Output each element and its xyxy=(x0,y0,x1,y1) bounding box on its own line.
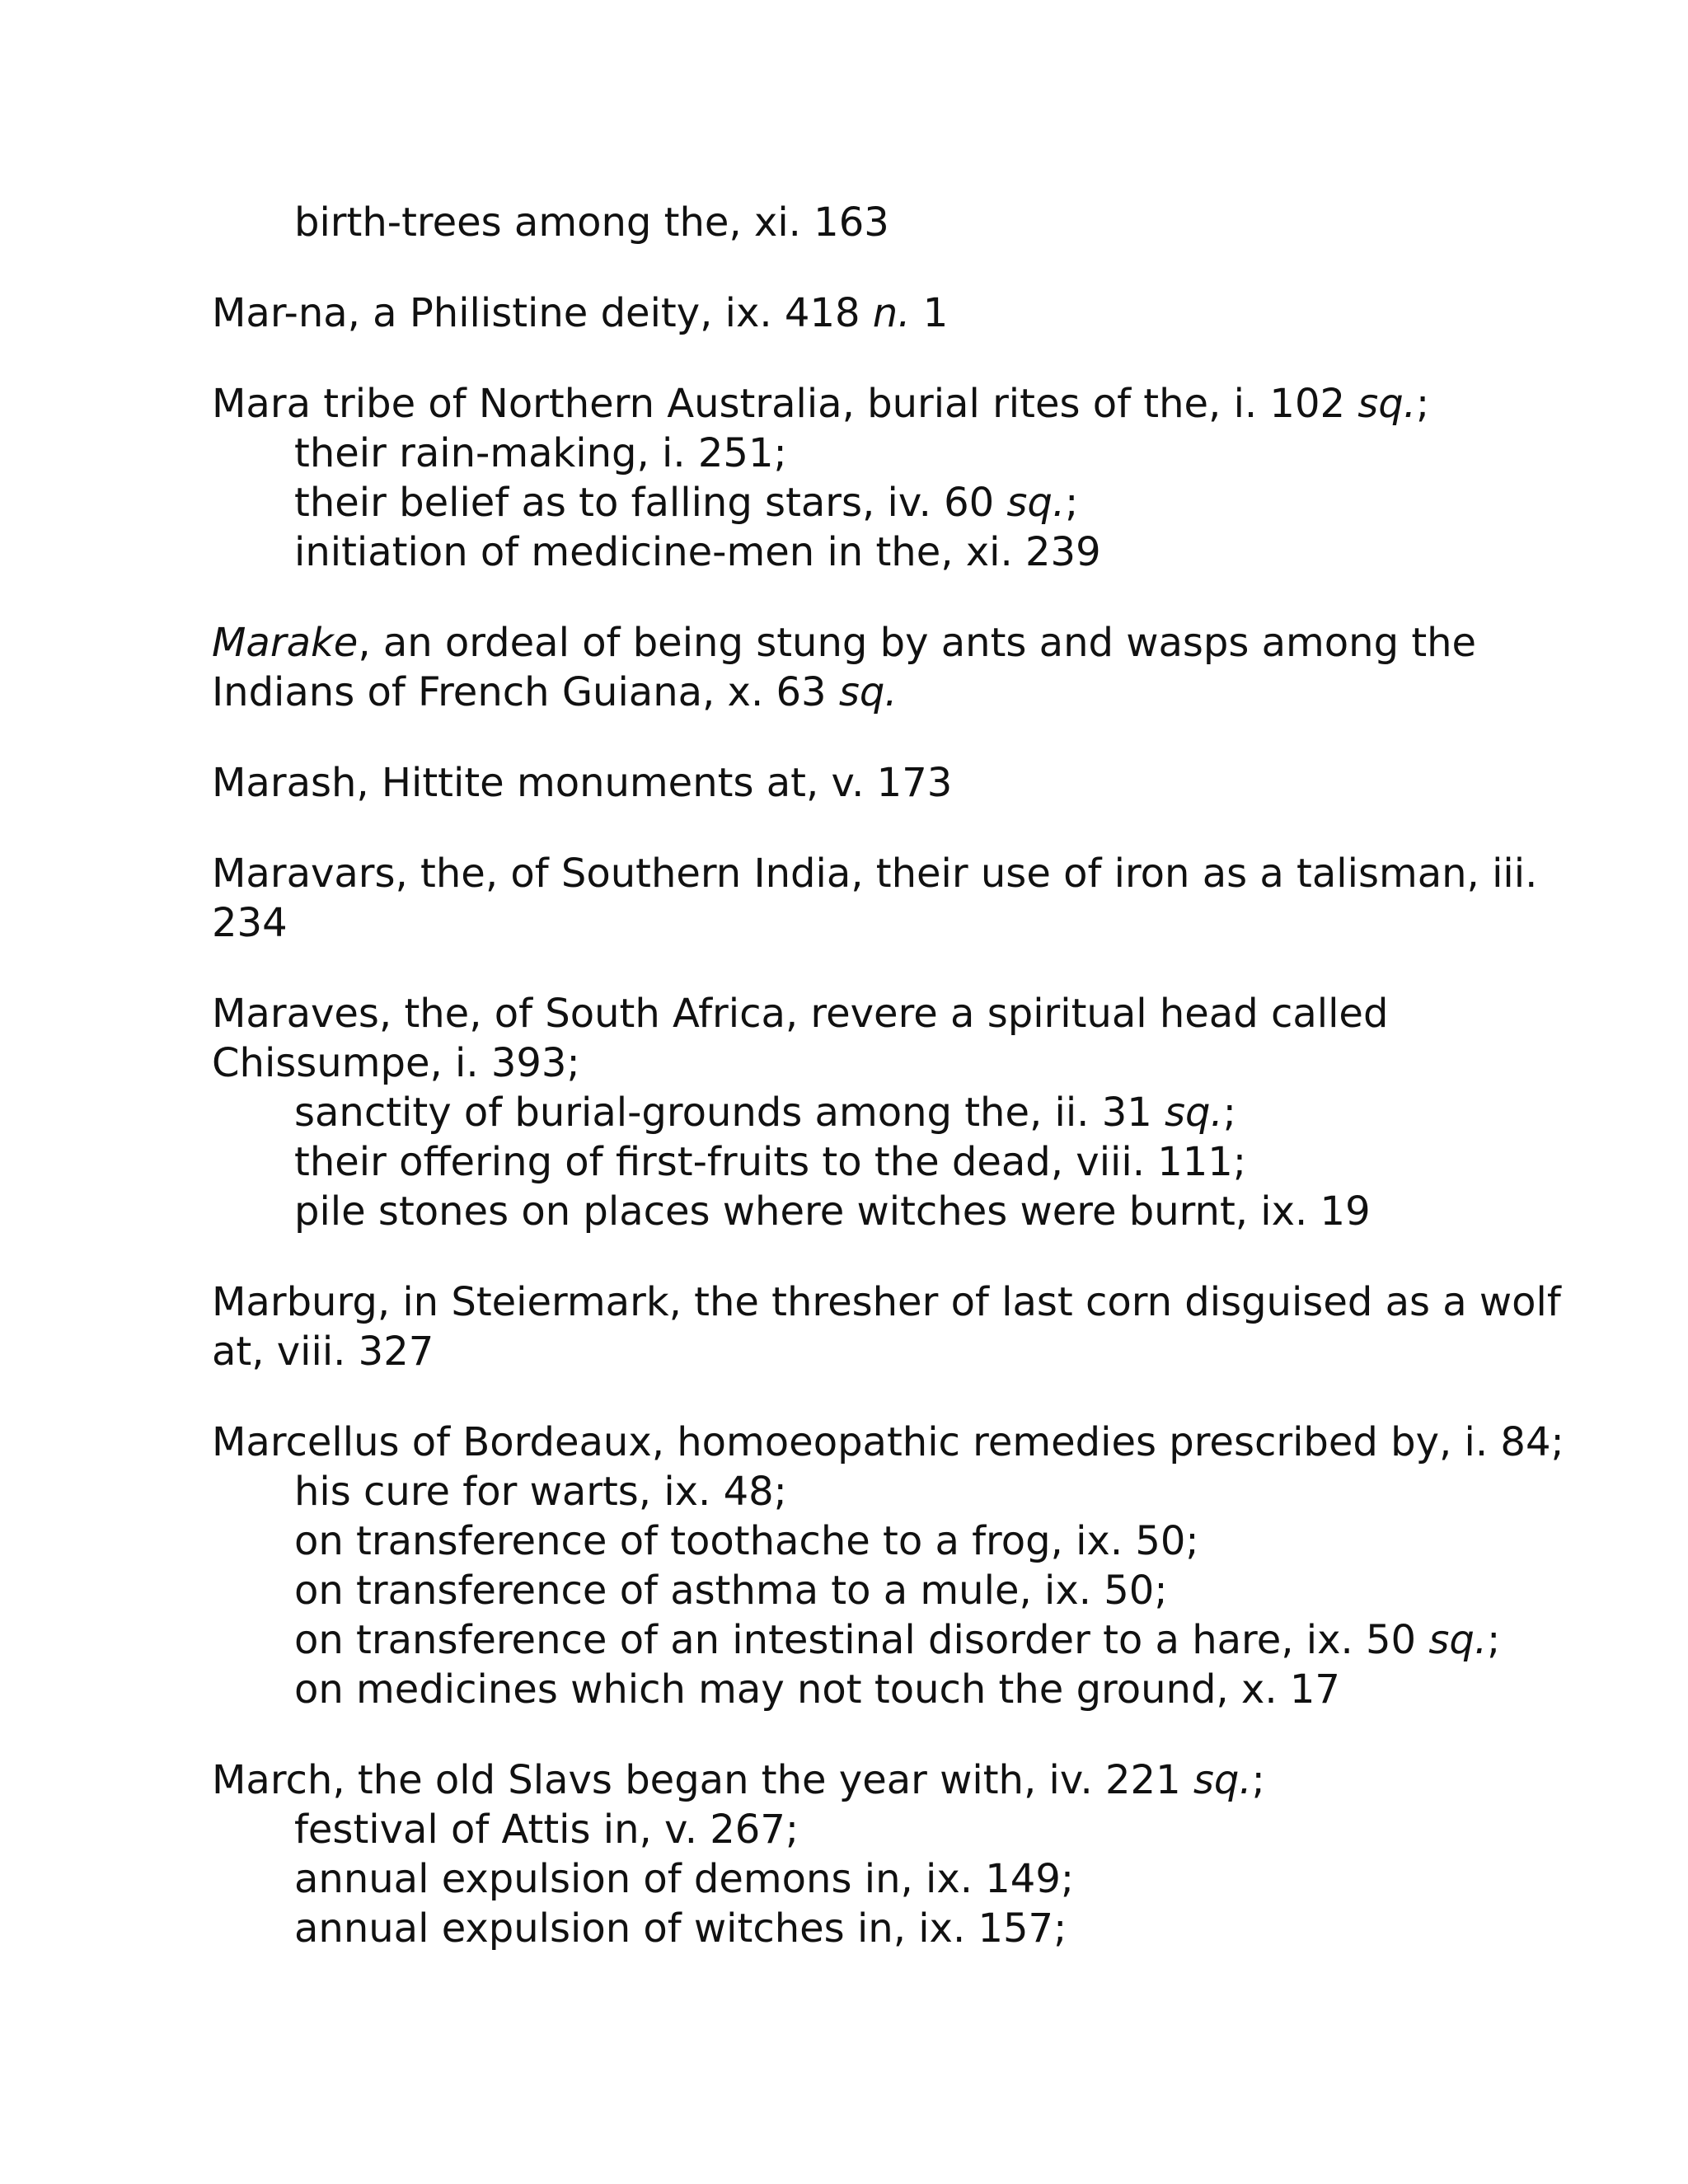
text-run: Maraves, the, of South Africa, revere a spiritual head called xyxy=(212,991,1389,1037)
text-run: their offering of first-fruits to the dead, viii. 111; xyxy=(294,1139,1246,1185)
index-subentry-line xyxy=(212,1467,1498,1516)
text-run: 234 xyxy=(212,900,288,946)
index-entry xyxy=(212,1277,1561,1376)
index-heading-line xyxy=(212,288,1498,338)
italic-text: n. xyxy=(872,290,911,336)
text-run: Marash, Hittite monuments at, v. 173 xyxy=(212,760,953,806)
text-run: Chissumpe, i. 393; xyxy=(212,1040,580,1086)
index-heading-line xyxy=(212,758,1498,808)
index-subentry-line xyxy=(212,1805,1498,1854)
italic-text: sq. xyxy=(838,669,898,715)
index-subentry-line xyxy=(212,1187,1498,1236)
index-heading-line xyxy=(212,1418,1564,1467)
text-run: Indians of French Guiana, x. 63 xyxy=(212,669,839,715)
italic-text: sq. xyxy=(1428,1617,1488,1663)
text-run: birth-trees among the, xi. 163 xyxy=(294,199,889,246)
index-subentry-line xyxy=(212,1516,1498,1566)
italic-text: sq. xyxy=(1006,480,1066,526)
index-entry xyxy=(212,379,1498,577)
text-run: Marburg, in Steiermark, the thresher of last corn disguised as a wolf xyxy=(212,1279,1561,1325)
text-run: their belief as to falling stars, iv. 60 xyxy=(294,480,1007,526)
index-heading-line xyxy=(212,1277,1561,1327)
index-subentry-line xyxy=(212,1615,1501,1665)
index-page xyxy=(212,198,1564,1994)
index-heading-line xyxy=(212,989,1498,1038)
index-heading-line xyxy=(212,1327,1498,1376)
index-heading-line xyxy=(212,668,1498,717)
index-subentry-line xyxy=(212,1137,1498,1187)
index-entry xyxy=(212,849,1538,948)
text-run: initiation of medicine-men in the, xi. 239 xyxy=(294,529,1101,575)
index-entry xyxy=(212,1755,1498,1953)
index-subentry-line xyxy=(212,478,1498,527)
text-run: Marcellus of Bordeaux, homoeopathic remedies prescribed by, i. 84; xyxy=(212,1419,1564,1465)
italic-text: sq. xyxy=(1165,1090,1223,1136)
text-run: on transference of an intestinal disorder to a hare, ix. 50 xyxy=(294,1617,1429,1663)
text-run: festival of Attis in, v. 267; xyxy=(294,1807,799,1853)
text-run: their rain-making, i. 251; xyxy=(294,430,787,476)
index-entry xyxy=(212,198,1498,247)
text-run: pile stones on places where witches were burnt, ix. 19 xyxy=(294,1188,1371,1235)
index-subentry-line xyxy=(212,1854,1498,1904)
index-entry xyxy=(212,618,1498,717)
index-subentry-line xyxy=(212,1904,1498,1953)
text-run: , an ordeal of being stung by ants and wasps among the xyxy=(358,620,1477,666)
index-entry xyxy=(212,758,1498,808)
text-run: March, the old Slavs began the year with, iv. 221 xyxy=(212,1757,1193,1803)
text-run: ; xyxy=(1222,1090,1236,1136)
italic-text: sq. xyxy=(1357,381,1417,427)
text-run: 1 xyxy=(910,290,949,336)
text-run: his cure for warts, ix. 48; xyxy=(294,1469,787,1515)
text-run: on transference of asthma to a mule, ix. 50; xyxy=(294,1568,1168,1614)
index-heading-line xyxy=(212,1038,1498,1088)
index-heading-line xyxy=(212,379,1498,429)
italic-text: Marake xyxy=(212,620,359,666)
index-heading-line xyxy=(212,1755,1498,1805)
text-run: ; xyxy=(1487,1617,1501,1663)
text-run: on medicines which may not touch the ground, x. 17 xyxy=(294,1666,1340,1713)
text-run: ; xyxy=(1416,381,1430,427)
italic-text: sq. xyxy=(1193,1757,1252,1803)
index-entry xyxy=(212,989,1498,1236)
index-heading-line xyxy=(212,849,1538,898)
index-heading-line xyxy=(212,898,1498,948)
text-run: Maravars, the, of Southern India, their use of iron as a talisman, iii. xyxy=(212,851,1538,897)
text-run: annual expulsion of demons in, ix. 149; xyxy=(294,1856,1075,1902)
index-subentry-line xyxy=(212,1566,1498,1615)
text-run: Mara tribe of Northern Australia, burial rites of the, i. 102 xyxy=(212,381,1358,427)
index-entry xyxy=(212,288,1498,338)
index-entry xyxy=(212,1418,1564,1714)
text-run: sanctity of burial-grounds among the, ii. 31 xyxy=(294,1090,1165,1136)
index-heading-line xyxy=(212,618,1498,668)
text-run: Mar-na, a Philistine deity, ix. 418 xyxy=(212,290,873,336)
index-subentry-line xyxy=(212,527,1498,577)
text-run: annual expulsion of witches in, ix. 157; xyxy=(294,1905,1067,1952)
text-run: ; xyxy=(1065,480,1079,526)
index-subentry-line xyxy=(212,429,1498,478)
text-run: on transference of toothache to a frog, ix. 50; xyxy=(294,1518,1199,1564)
text-run: at, viii. 327 xyxy=(212,1329,434,1375)
index-subentry-line xyxy=(212,1088,1498,1137)
index-subentry-line xyxy=(212,1665,1498,1714)
text-run: ; xyxy=(1251,1757,1265,1803)
index-subentry-line xyxy=(212,198,1498,247)
